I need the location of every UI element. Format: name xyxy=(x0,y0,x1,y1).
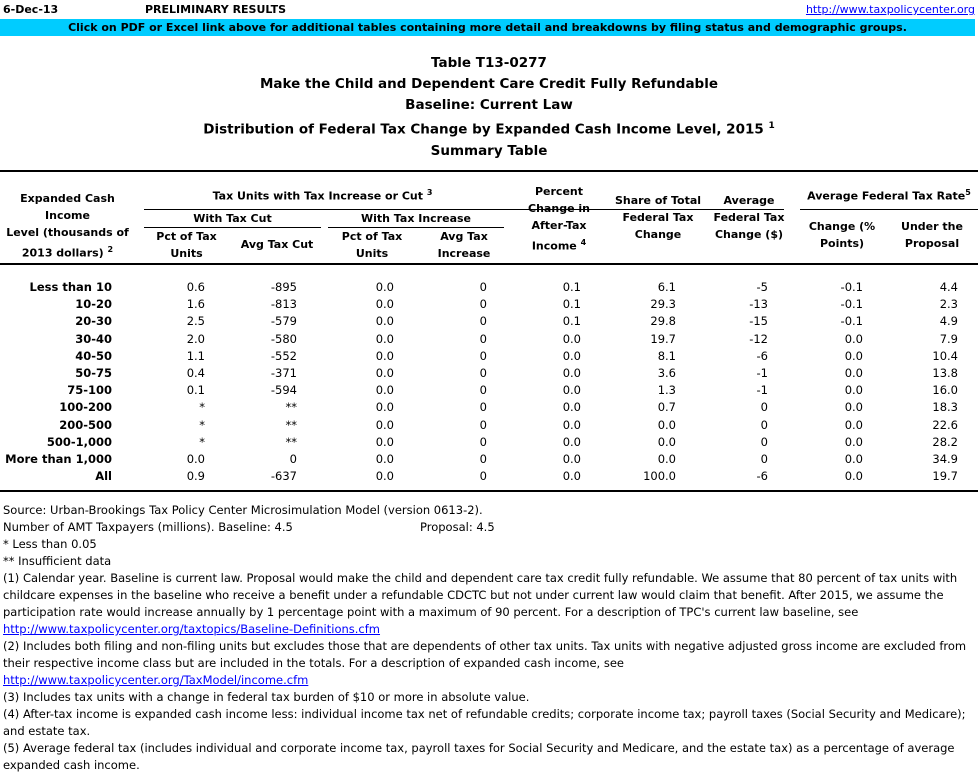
pct-units-increase-header: Pct of Tax Units xyxy=(341,230,403,260)
avg-tax-change-cell: 0 xyxy=(760,452,768,466)
avg-tax-change-cell: 0 xyxy=(760,400,768,415)
site-link[interactable]: http://www.taxpolicycenter.org xyxy=(805,3,975,16)
row-label: 500-1,000 xyxy=(46,434,112,449)
avg-tax-cut-cell: ** xyxy=(285,417,297,432)
pct-units-cut-cell: 0.4 xyxy=(186,366,205,380)
avg-tax-cut-cell: -594 xyxy=(270,383,297,398)
footnote-3: (3) Includes tax units with a change in federal tax burden of $10 or more in absolute value. xyxy=(3,690,530,704)
rate-under-proposal-cell: 34.9 xyxy=(932,452,958,466)
avg-tax-cut-cell: ** xyxy=(285,400,297,415)
pct-units-increase-cell: 0.0 xyxy=(375,383,394,398)
pct-units-increase-cell: 0.0 xyxy=(375,331,394,346)
pct-change-income-header: Percent Change in After-Tax Income $^4$ xyxy=(528,185,590,253)
share-of-change-cell: 6.1 xyxy=(657,280,676,294)
pct-units-cut-cell: 2.5 xyxy=(186,314,205,329)
avg-tax-change-cell: -13 xyxy=(749,297,768,312)
avg-tax-cut-cell: -813 xyxy=(270,297,297,312)
rate-change-cell: -0.1 xyxy=(840,280,863,294)
pct-units-increase-cell: 0.0 xyxy=(375,417,394,432)
pct-units-increase-cell: 0.0 xyxy=(375,452,394,466)
rate-under-proposal-cell: 7.9 xyxy=(939,331,958,346)
share-of-change-cell: 3.6 xyxy=(657,366,676,380)
pct-units-increase-cell: 0.0 xyxy=(375,434,394,449)
rate-change-cell: 0.0 xyxy=(844,366,863,380)
pct-change-income-cell: 0.0 xyxy=(562,331,581,346)
header-top-rule xyxy=(0,170,978,172)
table-row xyxy=(0,296,978,313)
row-label: 200-500 xyxy=(59,417,112,432)
table-row xyxy=(0,451,978,468)
avg-tax-change-cell: -1 xyxy=(756,366,768,380)
avg-tax-increase-cell: 0 xyxy=(479,331,487,346)
avg-tax-cut-cell: ** xyxy=(285,434,297,449)
baseline-label: Baseline: Current Law xyxy=(405,97,573,113)
pct-units-increase-cell: 0.0 xyxy=(375,366,394,380)
share-of-change-cell: 1.3 xyxy=(657,383,676,398)
rate-under-proposal-cell: 10.4 xyxy=(932,348,958,363)
pct-change-income-cell: 0.0 xyxy=(562,452,581,466)
rate-change-cell: 0.0 xyxy=(844,383,863,398)
pct-units-cut-cell: 0.0 xyxy=(186,452,205,466)
pct-units-cut-cell: 0.6 xyxy=(186,280,205,294)
header-bottom-rule xyxy=(0,263,978,265)
amt-note: Number of AMT Taxpayers (millions). Baseline: 4.5 Proposal: 4.5 xyxy=(3,520,495,534)
pct-units-increase-cell: 0.0 xyxy=(375,297,394,312)
row-label: More than 1,000 xyxy=(5,452,112,466)
baseline-definitions-link[interactable]: http://www.taxpolicycenter.org/taxtopics/Baseline-Definitions.cfm xyxy=(3,622,381,636)
with-tax-cut-header: With Tax Cut xyxy=(193,212,272,225)
pct-change-income-cell: 0.0 xyxy=(562,417,581,432)
avg-tax-increase-cell: 0 xyxy=(479,297,487,312)
avg-tax-increase-header: Avg Tax Increase xyxy=(437,230,491,260)
top-bar xyxy=(0,0,978,19)
row-label: 20-30 xyxy=(75,314,112,329)
insufficient-data-note: ** Insufficient data xyxy=(3,554,112,568)
pct-change-income-cell: 0.0 xyxy=(562,469,581,484)
pct-units-cut-cell: 0.9 xyxy=(186,469,205,484)
share-of-change-cell: 0.0 xyxy=(657,417,676,432)
rate-change-cell: 0.0 xyxy=(844,331,863,346)
rate-under-proposal-cell: 19.7 xyxy=(932,469,958,484)
footnote-1: (1) Calendar year. Baseline is current law. Proposal would make the child and dependent care tax credit fully refundable. We assume that 80 percent of tax units with childcare expenses in the baseline who receive a benefit under a refundable CDCTC but not under current law would claim that benefit. After 2015, we assume the participation rate would increase annually by 1 percentage point with a maximum of 90 percent. For a description of TPC's current law baseline, see xyxy=(3,571,958,619)
row-label: 40-50 xyxy=(75,348,112,363)
less-than-note: * Less than 0.05 xyxy=(3,537,97,551)
rate-under-proposal-cell: 18.3 xyxy=(932,400,958,415)
source-note: Source: Urban-Brookings Tax Policy Center Microsimulation Model (version 0613-2). xyxy=(3,503,483,517)
table-row xyxy=(0,468,978,485)
pct-change-income-cell: 0.0 xyxy=(562,434,581,449)
avg-tax-change-cell: 0 xyxy=(760,417,768,432)
pct-change-income-cell: 0.0 xyxy=(562,348,581,363)
avg-tax-change-cell: -6 xyxy=(756,469,768,484)
avg-tax-increase-cell: 0 xyxy=(479,400,487,415)
rate-change-cell: 0.0 xyxy=(844,434,863,449)
avg-tax-cut-cell: 0 xyxy=(289,452,297,466)
avg-tax-increase-cell: 0 xyxy=(479,314,487,329)
row-label: 10-20 xyxy=(75,297,112,312)
pct-units-increase-cell: 0.0 xyxy=(375,469,394,484)
avg-tax-increase-cell: 0 xyxy=(479,348,487,363)
rate-under-proposal-cell: 4.4 xyxy=(939,280,958,294)
table-row xyxy=(0,417,978,434)
pct-units-cut-cell: 0.1 xyxy=(186,383,205,398)
pct-units-cut-cell: 2.0 xyxy=(186,331,205,346)
table-subtitle: Distribution of Federal Tax Change by Expanded Cash Income Level, 2015 $^1$ xyxy=(203,121,775,138)
table-row xyxy=(0,313,978,330)
row-label: 50-75 xyxy=(75,366,112,380)
pct-change-income-cell: 0.0 xyxy=(562,400,581,415)
avg-tax-cut-cell: -580 xyxy=(270,331,297,346)
rate-change-cell: 0.0 xyxy=(844,348,863,363)
avg-tax-cut-cell: -895 xyxy=(270,280,297,294)
avg-tax-cut-cell: -637 xyxy=(270,469,297,484)
with-tax-increase-header: With Tax Increase xyxy=(360,212,472,225)
pct-change-income-cell: 0.1 xyxy=(562,314,581,329)
info-banner: Click on PDF or Excel link above for additional tables containing more detail and breakdowns by filing status and demographic groups. xyxy=(0,19,975,36)
avg-tax-change-cell: 0 xyxy=(760,434,768,449)
rate-under-proposal-cell: 13.8 xyxy=(932,366,958,380)
rate-under-proposal-cell: 16.0 xyxy=(932,383,958,398)
avg-tax-increase-cell: 0 xyxy=(479,452,487,466)
rate-change-cell: 0.0 xyxy=(844,452,863,466)
table-row xyxy=(0,331,978,348)
avg-tax-cut-cell: -552 xyxy=(270,348,297,363)
table-row xyxy=(0,365,978,382)
report-date: 6-Dec-13 xyxy=(3,3,59,16)
avg-tax-change-cell: -5 xyxy=(756,280,768,294)
rate-under-proposal-cell: 4.9 xyxy=(939,314,958,329)
pct-units-increase-cell: 0.0 xyxy=(375,314,394,329)
rate-change-header: Change (% Points) xyxy=(808,220,876,250)
income-definition-link[interactable]: http://www.taxpolicycenter.org/TaxModel/income.cfm xyxy=(3,673,309,687)
share-of-change-cell: 19.7 xyxy=(650,331,676,346)
avg-tax-cut-cell: -579 xyxy=(270,314,297,329)
pct-change-income-cell: 0.1 xyxy=(562,297,581,312)
footnote-5: (5) Average federal tax (includes individual and corporate income tax, payroll taxes for Social Security and Medicare, and the estate tax) as a percentage of average expanded cash income. xyxy=(3,741,955,772)
rate-change-cell: 0.0 xyxy=(844,469,863,484)
pct-change-income-cell: 0.0 xyxy=(562,366,581,380)
avg-tax-increase-cell: 0 xyxy=(479,469,487,484)
pct-units-cut-header: Pct of Tax Units xyxy=(156,230,217,260)
row-label: 75-100 xyxy=(67,383,112,398)
share-of-change-cell: 8.1 xyxy=(657,348,676,363)
rate-change-cell: 0.0 xyxy=(844,417,863,432)
avg-rate-rule xyxy=(800,209,978,210)
table-id: Table T13-0277 xyxy=(431,55,547,71)
avg-tax-increase-cell: 0 xyxy=(479,280,487,294)
footnote-2: (2) Includes both filing and non-filing units but excludes those that are dependents of other tax units. Tax units with negative adjusted gross income are excluded from their respective income class but are included in the totals. For a description of expanded cash income, see xyxy=(3,639,967,670)
row-label: Less than 10 xyxy=(29,280,112,294)
share-of-change-cell: 0.0 xyxy=(657,452,676,466)
avg-tax-change-cell: -12 xyxy=(749,331,768,346)
avg-tax-cut-cell: -371 xyxy=(270,366,297,380)
pct-units-cut-cell: * xyxy=(199,417,205,432)
avg-tax-increase-cell: 0 xyxy=(479,366,487,380)
table-title-block xyxy=(0,53,978,162)
avg-tax-change-cell: -15 xyxy=(749,314,768,329)
avg-tax-change-cell: -6 xyxy=(756,348,768,363)
rate-change-cell: 0.0 xyxy=(844,400,863,415)
status-label: PRELIMINARY RESULTS xyxy=(145,3,287,16)
share-of-change-cell: 0.0 xyxy=(657,434,676,449)
pct-units-increase-cell: 0.0 xyxy=(375,348,394,363)
row-label: 30-40 xyxy=(75,331,112,346)
pct-change-income-cell: 0.0 xyxy=(562,383,581,398)
footnote-4: (4) After-tax income is expanded cash income less: individual income tax net of refundable credits; corporate income tax; payroll taxes (Social Security and Medicare); and estate tax. xyxy=(3,707,966,738)
share-of-change-cell: 29.8 xyxy=(650,314,676,329)
avg-tax-increase-cell: 0 xyxy=(479,383,487,398)
row-label: 100-200 xyxy=(59,400,112,415)
table-row xyxy=(0,434,978,451)
footnotes xyxy=(3,502,975,774)
avg-tax-rate-header: Average Federal Tax Rate$^5$ xyxy=(807,188,971,203)
avg-tax-increase-cell: 0 xyxy=(479,434,487,449)
rate-under-proposal-header: Under the Proposal xyxy=(901,220,963,250)
avg-tax-change-header: Average Federal Tax Change ($) xyxy=(713,194,785,241)
pct-units-cut-cell: 1.1 xyxy=(186,348,205,363)
pct-units-cut-cell: 1.6 xyxy=(186,297,205,312)
avg-tax-change-cell: -1 xyxy=(756,383,768,398)
table-row xyxy=(0,348,978,365)
share-of-change-cell: 0.7 xyxy=(657,400,676,415)
share-of-change-cell: 100.0 xyxy=(643,469,676,484)
table-row xyxy=(0,399,978,416)
row-label: All xyxy=(95,469,112,484)
rate-change-cell: -0.1 xyxy=(840,314,863,329)
rate-change-cell: -0.1 xyxy=(840,297,863,312)
tax-units-header: Tax Units with Tax Increase or Cut $^3$ xyxy=(212,188,433,203)
pct-change-income-cell: 0.1 xyxy=(562,280,581,294)
pct-units-cut-cell: * xyxy=(199,400,205,415)
avg-tax-increase-cell: 0 xyxy=(479,417,487,432)
table-title: Make the Child and Dependent Care Credit Fully Refundable xyxy=(259,76,718,92)
pct-units-increase-cell: 0.0 xyxy=(375,400,394,415)
rate-under-proposal-cell: 28.2 xyxy=(932,434,958,449)
rate-under-proposal-cell: 22.6 xyxy=(932,417,958,432)
pct-units-increase-cell: 0.0 xyxy=(375,280,394,294)
share-of-change-cell: 29.3 xyxy=(650,297,676,312)
table-bottom-rule xyxy=(0,490,978,492)
rate-under-proposal-cell: 2.3 xyxy=(939,297,958,312)
table-row xyxy=(0,279,978,296)
summary-label: Summary Table xyxy=(430,142,548,159)
pct-units-cut-cell: * xyxy=(199,434,205,449)
table-row xyxy=(0,382,978,399)
income-level-header: Expanded Cash Income Level (thousands of 2013 dollars) $^2$ xyxy=(6,192,129,260)
avg-tax-cut-header: Avg Tax Cut xyxy=(240,238,314,251)
share-of-change-header: Share of Total Federal Tax Change xyxy=(614,194,702,241)
